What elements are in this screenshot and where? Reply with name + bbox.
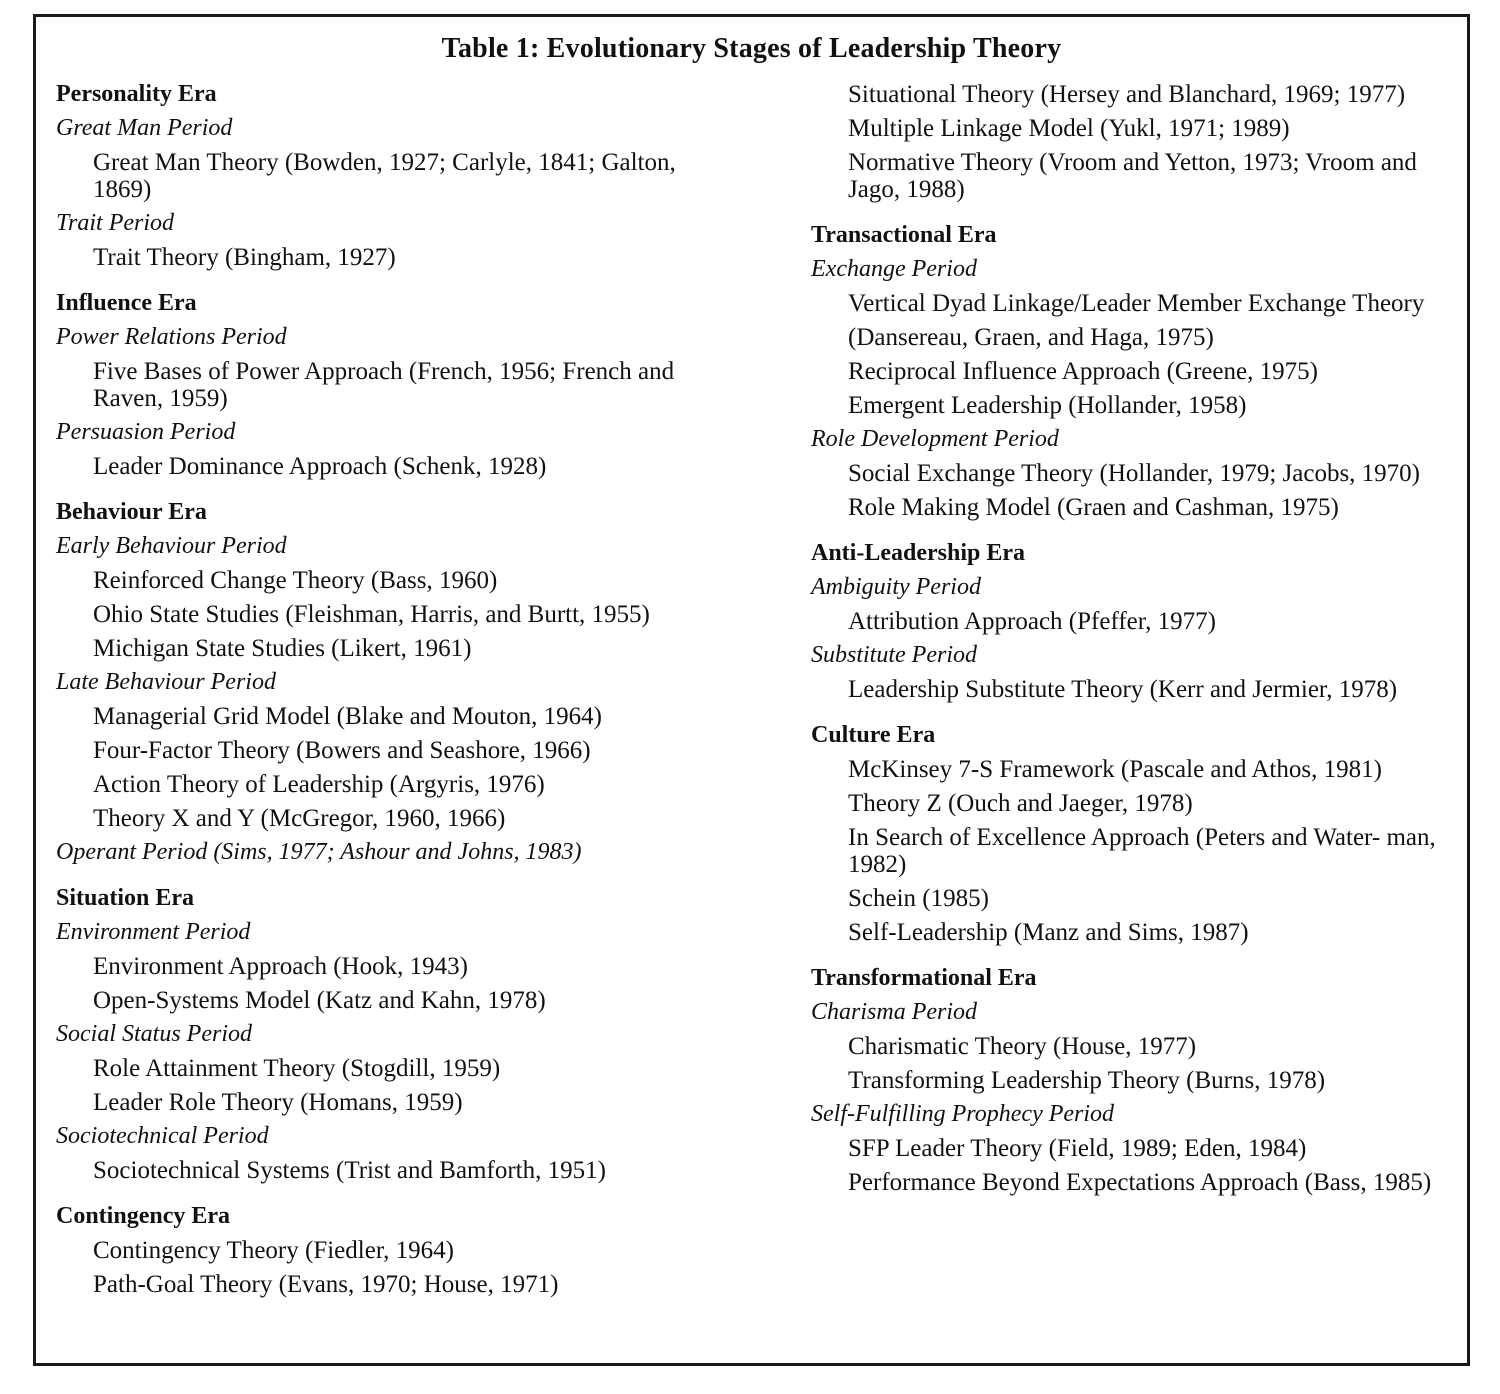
right-column [811, 77, 1461, 1199]
table-item: Charismatic Theory (House, 1977) [848, 1033, 1197, 1060]
table-period: Late Behaviour Period [56, 669, 276, 695]
table-item: Performance Beyond Expectations Approach (Bass, 1985) [848, 1169, 1432, 1196]
table-item: Path-Goal Theory (Evans, 1970; House, 1971) [93, 1271, 559, 1298]
table-item: Vertical Dyad Linkage/Leader Member Exchange Theory [848, 290, 1425, 317]
table-era: Personality Era [56, 81, 217, 107]
table-era: Transformational Era [811, 965, 1037, 991]
table-period: Self-Fulfilling Prophecy Period [811, 1101, 1115, 1127]
table-item: Five Bases of Power Approach (French, 1956; French and Raven, 1959) [93, 358, 675, 412]
table-era: Culture Era [811, 722, 936, 748]
table-item: Theory X and Y (McGregor, 1960, 1966) [93, 805, 506, 832]
table-item: Normative Theory (Vroom and Yetton, 1973; Vroom and Jago, 1988) [848, 149, 1417, 203]
table-era: Transactional Era [811, 222, 997, 248]
table-item: SFP Leader Theory (Field, 1989; Eden, 1984) [848, 1135, 1307, 1162]
table-title: Table 1: Evolutionary Stages of Leadership Theory [441, 33, 1062, 64]
table-item: Leader Dominance Approach (Schenk, 1928) [93, 453, 547, 480]
table-item: Role Making Model (Graen and Cashman, 1975) [848, 494, 1339, 521]
table-period: Environment Period [56, 919, 251, 945]
table-period: Power Relations Period [56, 324, 287, 350]
table-period: Operant Period (Sims, 1977; Ashour and Johns, 1983) [56, 839, 582, 865]
table-period: Social Status Period [56, 1021, 252, 1047]
table-item: Sociotechnical Systems (Trist and Bamforth, 1951) [93, 1157, 606, 1184]
table-item: Environment Approach (Hook, 1943) [93, 953, 468, 980]
table-item: Action Theory of Leadership (Argyris, 1976) [93, 771, 545, 798]
table-period: Trait Period [56, 210, 175, 236]
table-era: Contingency Era [56, 1203, 230, 1229]
table-item: Attribution Approach (Pfeffer, 1977) [848, 608, 1216, 635]
left-column [56, 77, 736, 1301]
table-period: Sociotechnical Period [56, 1123, 269, 1149]
table-era: Behaviour Era [56, 499, 207, 525]
table-item: Theory Z (Ouch and Jaeger, 1978) [848, 790, 1193, 817]
table-item: Emergent Leadership (Hollander, 1958) [848, 392, 1247, 419]
table-item: Ohio State Studies (Fleishman, Harris, and Burtt, 1955) [93, 601, 650, 628]
table-item: (Dansereau, Graen, and Haga, 1975) [848, 324, 1214, 351]
table-item: In Search of Excellence Approach (Peters and Water- man, 1982) [848, 824, 1436, 878]
table-period: Early Behaviour Period [56, 533, 287, 559]
table-item: Open-Systems Model (Katz and Kahn, 1978) [93, 987, 546, 1014]
table-item: Self-Leadership (Manz and Sims, 1987) [848, 919, 1249, 946]
table-period: Ambiguity Period [811, 574, 981, 600]
table-item: Reinforced Change Theory (Bass, 1960) [93, 567, 498, 594]
table-era: Anti-Leadership Era [811, 540, 1026, 566]
table-item: Multiple Linkage Model (Yukl, 1971; 1989) [848, 115, 1290, 142]
table-item: Four-Factor Theory (Bowers and Seashore, 1966) [93, 737, 591, 764]
table-item: Leader Role Theory (Homans, 1959) [93, 1089, 463, 1116]
table-period: Exchange Period [811, 256, 977, 282]
table-item: Trait Theory (Bingham, 1927) [93, 244, 396, 271]
table-period: Role Development Period [811, 426, 1059, 452]
table-item: Great Man Theory (Bowden, 1927; Carlyle, 1841; Galton, 1869) [93, 149, 676, 203]
table-period: Substitute Period [811, 642, 977, 668]
table-item: Transforming Leadership Theory (Burns, 1978) [848, 1067, 1326, 1094]
table-era: Influence Era [56, 290, 197, 316]
table-item: Situational Theory (Hersey and Blanchard, 1969; 1977) [848, 81, 1406, 108]
table-frame [33, 14, 1470, 1366]
table-period: Charisma Period [811, 999, 978, 1025]
table-period: Great Man Period [56, 115, 233, 141]
table-item: Role Attainment Theory (Stogdill, 1959) [93, 1055, 501, 1082]
table-item: Social Exchange Theory (Hollander, 1979; Jacobs, 1970) [848, 460, 1420, 487]
table-item: Reciprocal Influence Approach (Greene, 1975) [848, 358, 1318, 385]
table-item: Contingency Theory (Fiedler, 1964) [93, 1237, 454, 1264]
table-item: Managerial Grid Model (Blake and Mouton, 1964) [93, 703, 602, 730]
table-item: McKinsey 7-S Framework (Pascale and Athos, 1981) [848, 756, 1382, 783]
table-period: Persuasion Period [56, 419, 236, 445]
table-item: Michigan State Studies (Likert, 1961) [93, 635, 472, 662]
table-item: Leadership Substitute Theory (Kerr and Jermier, 1978) [848, 676, 1398, 703]
table-item: Schein (1985) [848, 885, 989, 912]
table-era: Situation Era [56, 885, 195, 911]
